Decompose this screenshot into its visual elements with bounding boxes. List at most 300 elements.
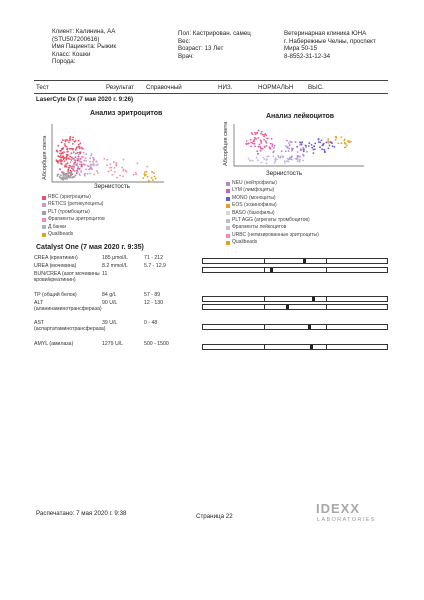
scatter-dot	[137, 162, 139, 164]
scatter-dot	[256, 132, 258, 134]
scatter-dot	[66, 151, 68, 153]
scatter-dot	[115, 165, 117, 167]
scatter-dot	[67, 162, 69, 164]
clinic-address-1: г. Набережные Челны, проспект	[284, 37, 376, 45]
scatter-dot	[67, 157, 69, 159]
wbc-scatter-chart	[220, 120, 370, 170]
scatter-dot	[85, 157, 87, 159]
scatter-dot	[108, 171, 110, 173]
scatter-dot	[70, 172, 72, 174]
scatter-dot	[67, 140, 69, 142]
scatter-dot	[305, 146, 307, 148]
scatter-dot	[97, 163, 99, 165]
scatter-dot	[66, 146, 68, 148]
scatter-dot	[246, 140, 248, 142]
scatter-dot	[251, 132, 253, 134]
scatter-dot	[77, 167, 79, 169]
scatter-dot	[296, 146, 298, 148]
test-name: ALT (аланинаминотрансфераза)	[34, 300, 102, 313]
scatter-dot	[61, 156, 63, 158]
scatter-dot	[152, 179, 154, 181]
scatter-dot	[334, 146, 336, 148]
test-range: 0 - 48	[144, 320, 158, 326]
scatter-dot	[285, 150, 287, 152]
scatter-dot	[295, 158, 297, 160]
scatter-dot	[64, 160, 66, 162]
scatter-dot	[255, 138, 257, 140]
scatter-dot	[338, 143, 340, 145]
scatter-dot	[323, 149, 325, 151]
legend-label: Д.банки	[48, 223, 67, 230]
scatter-dot	[59, 150, 61, 152]
scatter-dot	[299, 159, 301, 161]
scatter-dot	[111, 174, 113, 176]
scatter-dot	[135, 173, 137, 175]
scatter-dot	[79, 142, 81, 144]
scatter-dot	[264, 133, 266, 135]
legend-swatch	[226, 182, 230, 186]
scatter-dot	[71, 174, 73, 176]
scatter-dot	[289, 144, 291, 146]
scatter-dot	[286, 147, 288, 149]
scatter-dot	[78, 156, 80, 158]
test-range: 57 - 89	[144, 292, 161, 298]
scatter-dot	[92, 161, 94, 163]
test-value: 84 g/L	[102, 292, 117, 298]
scatter-dot	[73, 163, 75, 165]
scatter-dot	[343, 140, 345, 142]
clinic-address-2: Мира 50-15	[284, 45, 318, 53]
wbc-legend	[226, 180, 319, 247]
scatter-dot	[77, 171, 79, 173]
scatter-dot	[77, 146, 79, 148]
col-reference: Справочный	[146, 84, 182, 91]
wbc-legend-item	[226, 180, 319, 187]
test-name: AST (аспартатаминотрансфераза)	[34, 320, 106, 333]
scatter-dot	[84, 160, 86, 162]
scatter-dot	[62, 153, 64, 155]
scatter-dot	[79, 148, 81, 150]
wbc-chart-title: Анализ лейкоцитов	[266, 113, 335, 120]
range-divider	[326, 259, 327, 263]
test-name: UREA (мочевина)	[34, 263, 77, 269]
scatter-dot	[64, 143, 66, 145]
scatter-dot	[110, 163, 112, 165]
scatter-dot	[73, 167, 75, 169]
scatter-dot	[299, 156, 301, 158]
scatter-dot	[72, 137, 74, 139]
scatter-dot	[59, 153, 61, 155]
scatter-dot	[278, 157, 280, 159]
scatter-dot	[147, 176, 149, 178]
scatter-dot	[260, 141, 262, 143]
wbc-dot-cloud	[245, 130, 351, 165]
scatter-dot	[153, 172, 155, 174]
scatter-dot	[250, 160, 252, 162]
test-value: 11	[102, 271, 108, 277]
scatter-dot	[289, 157, 291, 159]
scatter-dot	[116, 177, 118, 179]
scatter-dot	[103, 158, 105, 160]
scatter-dot	[263, 139, 265, 141]
idexx-logo	[314, 500, 394, 524]
scatter-dot	[250, 146, 252, 148]
wbc-legend-item	[226, 224, 319, 231]
logo-sub: LABORATORIES	[317, 517, 376, 523]
legend-label: NEU (нейтрофилы)	[232, 180, 277, 186]
scatter-dot	[344, 147, 346, 149]
rbc-ylabel: Абсорбция света	[42, 135, 48, 180]
scatter-dot	[64, 145, 66, 147]
test-range: 5.7 - 12.9	[144, 263, 166, 269]
scatter-dot	[327, 138, 329, 140]
legend-label: LYM (лимфоциты)	[232, 187, 275, 194]
scatter-dot	[305, 145, 307, 147]
scatter-dot	[75, 156, 77, 158]
scatter-dot	[288, 150, 290, 152]
scatter-dot	[63, 151, 65, 153]
scatter-dot	[62, 139, 64, 141]
scatter-dot	[302, 147, 304, 149]
scatter-dot	[64, 157, 66, 159]
scatter-dot	[80, 151, 82, 153]
col-test: Тест	[36, 84, 49, 91]
scatter-dot	[79, 163, 81, 165]
scatter-dot	[266, 142, 268, 144]
scatter-dot	[272, 152, 274, 154]
scatter-dot	[256, 157, 258, 159]
legend-label: URBC (нелизированные эритроциты)	[232, 231, 319, 238]
scatter-dot	[71, 152, 73, 154]
scatter-dot	[64, 139, 66, 141]
client-id: (STU507200616)	[52, 35, 100, 43]
scatter-dot	[78, 144, 80, 146]
scatter-dot	[91, 168, 93, 170]
range-divider	[264, 305, 265, 309]
scatter-dot	[72, 177, 74, 179]
scatter-dot	[106, 159, 108, 161]
scatter-dot	[288, 148, 290, 150]
scatter-dot	[291, 148, 293, 150]
scatter-dot	[81, 147, 83, 149]
test-range: 500 - 1500	[144, 341, 169, 347]
scatter-dot	[74, 159, 76, 161]
wbc-legend-item	[226, 239, 319, 246]
scatter-dot	[77, 158, 79, 160]
scatter-dot	[256, 150, 258, 152]
legend-label: BASO (базофилы)	[232, 209, 275, 216]
scatter-dot	[72, 143, 74, 145]
result-marker	[310, 345, 313, 349]
test-name: TP (общий белок)	[34, 292, 77, 298]
scatter-dot	[76, 162, 78, 164]
rbc-dot-cloud	[56, 136, 157, 182]
scatter-dot	[274, 162, 276, 164]
range-bar	[202, 344, 388, 350]
test-name: BUN/CREA (азот мочевины крови/креатинин)	[34, 271, 100, 284]
legend-swatch	[42, 211, 46, 215]
scatter-dot	[248, 143, 250, 145]
patient-name: Имя Пациента: Рыжик	[52, 43, 117, 51]
scatter-dot	[262, 157, 264, 159]
scatter-dot	[69, 176, 71, 178]
legend-swatch	[42, 233, 46, 237]
scatter-dot	[85, 168, 87, 170]
scatter-dot	[135, 172, 137, 174]
legend-swatch	[226, 234, 230, 238]
scatter-dot	[154, 176, 156, 178]
scatter-dot	[78, 154, 80, 156]
scatter-dot	[266, 138, 268, 140]
legend-swatch	[42, 225, 46, 229]
divider	[34, 93, 388, 94]
scatter-dot	[115, 162, 117, 164]
test-value: 90 U/L	[102, 300, 118, 306]
printed-date: Распечатано: 7 мая 2020 г. 9:38	[36, 510, 127, 517]
scatter-dot	[63, 176, 65, 178]
scatter-dot	[148, 180, 150, 182]
legend-label: MONO (моноциты)	[232, 194, 276, 201]
scatter-dot	[57, 155, 59, 157]
scatter-dot	[264, 146, 266, 148]
scatter-dot	[295, 141, 297, 143]
scatter-dot	[56, 159, 58, 161]
scatter-dot	[85, 153, 87, 155]
range-bar	[202, 258, 388, 264]
scatter-dot	[341, 136, 343, 138]
scatter-dot	[282, 156, 284, 158]
scatter-dot	[291, 156, 293, 158]
scatter-dot	[272, 143, 274, 145]
section-catalyst: Catalyst One (7 мая 2020 г. 9:35)	[36, 244, 144, 251]
scatter-dot	[93, 159, 95, 161]
scatter-dot	[74, 170, 76, 172]
scatter-dot	[90, 164, 92, 166]
scatter-dot	[273, 147, 275, 149]
legend-swatch	[226, 226, 230, 230]
scatter-dot	[67, 148, 69, 150]
scatter-dot	[276, 159, 278, 161]
scatter-dot	[77, 152, 79, 154]
scatter-dot	[252, 160, 254, 162]
scatter-dot	[262, 148, 264, 150]
scatter-dot	[259, 144, 261, 146]
scatter-dot	[321, 148, 323, 150]
scatter-dot	[254, 143, 256, 145]
legend-label: RBC (эритроциты)	[48, 194, 91, 200]
scatter-dot	[90, 165, 92, 167]
result-marker	[308, 325, 311, 329]
scatter-dot	[96, 170, 98, 172]
scatter-dot	[268, 155, 270, 157]
scatter-dot	[69, 137, 71, 139]
wbc-legend-item	[226, 187, 319, 194]
test-range: 12 - 130	[144, 300, 164, 306]
rbc-legend-item	[42, 224, 105, 231]
scatter-dot	[254, 146, 256, 148]
scatter-dot	[260, 133, 262, 135]
range-divider	[326, 325, 327, 329]
clinic-name: Ветеринарная клиника ЮНА	[284, 30, 367, 37]
scatter-dot	[319, 146, 321, 148]
scatter-dot	[284, 160, 286, 162]
scatter-dot	[126, 171, 128, 173]
scatter-dot	[341, 142, 343, 144]
scatter-dot	[288, 142, 290, 144]
scatter-dot	[84, 173, 86, 175]
test-value: 8.2 mmol/L	[102, 263, 128, 269]
range-divider	[326, 345, 327, 349]
scatter-dot	[133, 174, 135, 176]
scatter-dot	[261, 131, 263, 133]
clinic-info	[284, 30, 376, 60]
legend-label: PLT (тромбоциты)	[48, 208, 90, 215]
scatter-dot	[60, 155, 62, 157]
scatter-dot	[145, 174, 147, 176]
range-divider	[264, 345, 265, 349]
divider	[34, 80, 388, 81]
range-divider	[264, 268, 265, 272]
scatter-dot	[65, 165, 67, 167]
scatter-dot	[122, 175, 124, 177]
test-name: AMYL (амилаза)	[34, 341, 74, 347]
result-marker	[312, 297, 315, 301]
scatter-dot	[308, 142, 310, 144]
scatter-dot	[97, 172, 99, 174]
wbc-legend-item	[226, 195, 319, 202]
scatter-dot	[290, 141, 292, 143]
scatter-dot	[269, 146, 271, 148]
scatter-dot	[257, 159, 259, 161]
scatter-dot	[313, 152, 315, 154]
scatter-dot	[93, 163, 95, 165]
scatter-dot	[80, 171, 82, 173]
rbc-legend-item	[42, 201, 105, 208]
scatter-dot	[76, 164, 78, 166]
scatter-dot	[346, 145, 348, 147]
scatter-dot	[245, 143, 247, 145]
scatter-dot	[73, 141, 75, 143]
scatter-dot	[266, 158, 268, 160]
patient-breed: Порода:	[52, 58, 76, 66]
scatter-dot	[270, 143, 272, 145]
scatter-dot	[59, 159, 61, 161]
client-info	[52, 28, 116, 66]
patient-age: Возраст: 13 Лет	[178, 45, 224, 53]
scatter-dot	[72, 169, 74, 171]
scatter-dot	[75, 153, 77, 155]
wbc-legend-item	[226, 232, 319, 239]
scatter-dot	[57, 174, 59, 176]
scatter-dot	[119, 175, 121, 177]
scatter-dot	[57, 145, 59, 147]
scatter-dot	[80, 166, 82, 168]
rbc-chart-title: Анализ эритроцитов	[90, 110, 163, 117]
scatter-dot	[324, 152, 326, 154]
scatter-dot	[60, 174, 62, 176]
scatter-dot	[260, 139, 262, 141]
scatter-dot	[65, 173, 67, 175]
scatter-dot	[328, 147, 330, 149]
scatter-dot	[65, 157, 67, 159]
scatter-dot	[297, 151, 299, 153]
scatter-dot	[89, 161, 91, 163]
scatter-dot	[106, 164, 108, 166]
scatter-dot	[66, 154, 68, 156]
scatter-dot	[81, 161, 83, 163]
range-bar	[202, 324, 388, 330]
scatter-dot	[61, 163, 63, 165]
scatter-dot	[113, 161, 115, 163]
scatter-dot	[114, 171, 116, 173]
scatter-dot	[62, 147, 64, 149]
scatter-dot	[297, 157, 299, 159]
range-bar	[202, 267, 388, 273]
scatter-dot	[72, 148, 74, 150]
scatter-dot	[61, 160, 63, 162]
scatter-dot	[287, 158, 289, 160]
legend-swatch	[42, 218, 46, 222]
scatter-dot	[281, 150, 283, 152]
scatter-dot	[291, 150, 293, 152]
scatter-dot	[286, 140, 288, 142]
test-value: 39 U/L	[102, 320, 118, 326]
result-marker	[303, 259, 306, 263]
scatter-dot	[89, 157, 91, 159]
scatter-dot	[89, 173, 91, 175]
scatter-dot	[79, 161, 81, 163]
scatter-dot	[123, 159, 125, 161]
col-result: Результат	[106, 84, 135, 91]
scatter-dot	[142, 177, 144, 179]
scatter-dot	[266, 162, 268, 164]
rbc-legend-item	[42, 216, 105, 223]
scatter-dot	[264, 158, 266, 160]
scatter-dot	[260, 150, 262, 152]
scatter-dot	[69, 139, 71, 141]
rbc-legend-item	[42, 194, 105, 201]
rbc-xlabel: Зернистость	[94, 183, 130, 190]
legend-swatch	[226, 241, 230, 245]
scatter-dot	[252, 142, 254, 144]
scatter-dot	[71, 166, 73, 168]
scatter-dot	[328, 141, 330, 143]
range-bar	[202, 304, 388, 310]
legend-swatch	[226, 219, 230, 223]
scatter-dot	[273, 155, 275, 157]
scatter-dot	[301, 149, 303, 151]
range-bar	[202, 296, 388, 302]
legend-swatch	[226, 197, 230, 201]
scatter-dot	[70, 161, 72, 163]
scatter-dot	[146, 166, 148, 168]
scatter-dot	[280, 155, 282, 157]
patient-info	[178, 30, 251, 60]
scatter-dot	[95, 161, 97, 163]
scatter-dot	[321, 140, 323, 142]
scatter-dot	[78, 173, 80, 175]
scatter-dot	[271, 145, 273, 147]
wbc-ylabel: Абсорбция света	[223, 121, 229, 166]
scatter-dot	[68, 141, 70, 143]
rbc-legend-item	[42, 209, 105, 216]
test-range: 71 - 212	[144, 255, 164, 261]
legend-label: Qualibeads	[232, 239, 258, 246]
scatter-dot	[81, 164, 83, 166]
scatter-dot	[69, 136, 71, 138]
scatter-dot	[329, 145, 331, 147]
legend-label: Фрагменты эритроцитов	[48, 216, 105, 223]
